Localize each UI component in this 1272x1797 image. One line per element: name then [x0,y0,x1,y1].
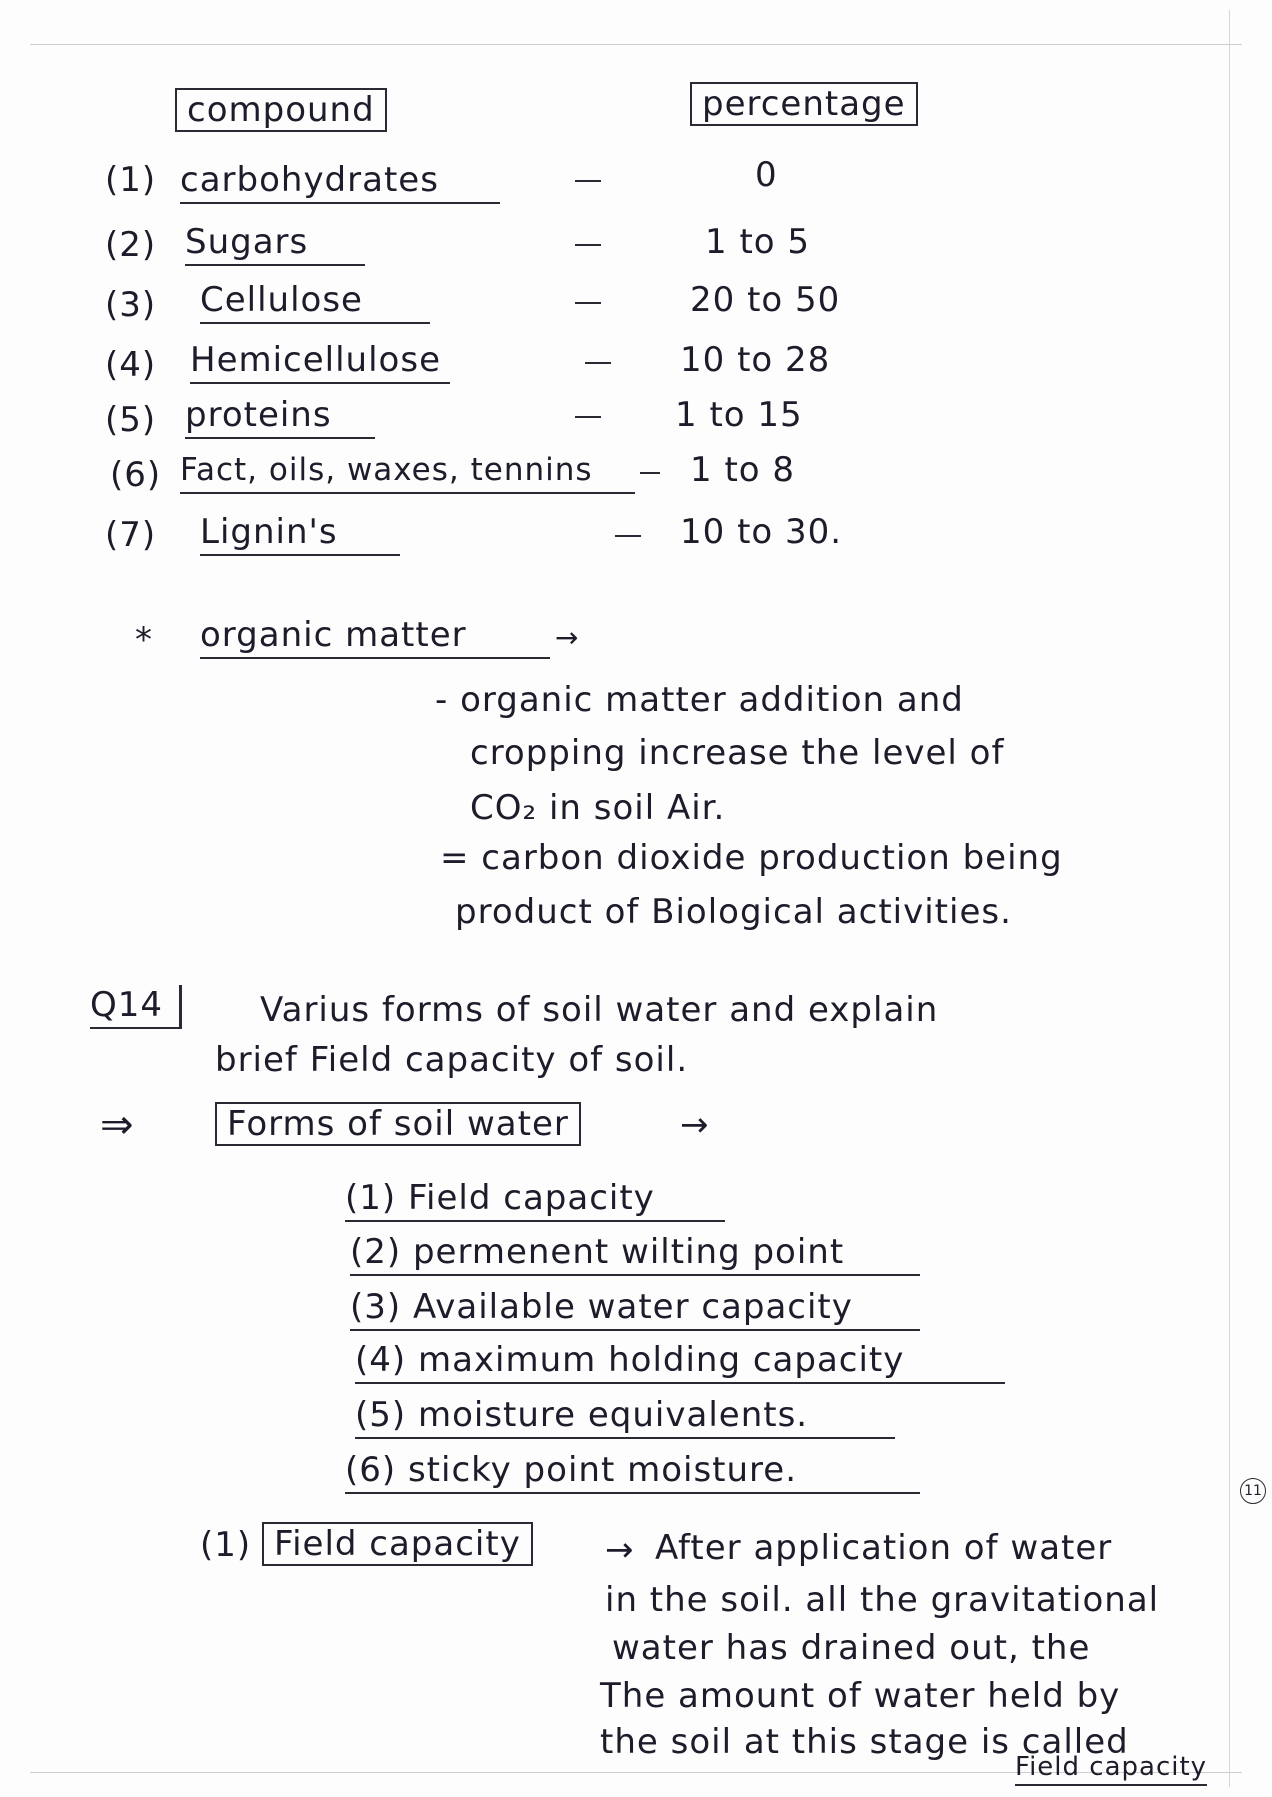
percentage-value: 0 [755,155,778,195]
definition-line: the soil at this stage is called [600,1722,1129,1762]
forms-heading: Forms of soil water [215,1102,581,1146]
question-line: brief Field capacity of soil. [215,1040,689,1080]
arrow-icon: → [605,1530,635,1570]
definition-line: After application of water [655,1528,1113,1568]
row-dash [615,535,641,537]
page-top-rule [30,44,1242,45]
definition-line: Field capacity [1015,1752,1207,1786]
star-bullet: * [135,620,153,660]
compound-name: carbohydrates [180,160,500,204]
row-number: (5) [105,400,157,440]
percentage-value: 1 to 5 [705,222,811,262]
percentage-value: 1 to 8 [690,450,796,490]
header-percentage: percentage [690,82,918,126]
header-compound: compound [175,88,387,132]
compound-name: Cellulose [200,280,430,324]
forms-item: (1) Field capacity [345,1178,725,1222]
row-number: (1) [105,160,157,200]
percentage-value: 10 to 30. [680,512,843,552]
definition-line: in the soil. all the gravitational [605,1580,1160,1620]
row-dash [575,416,601,418]
row-dash [575,302,601,304]
field-capacity-heading: Field capacity [262,1522,533,1566]
organic-line: - organic matter addition and [435,680,964,720]
organic-line: product of Biological activities. [455,892,1012,932]
double-arrow-icon: ⇒ [100,1102,135,1148]
definition-line: water has drained out, the [612,1628,1091,1668]
forms-item: (6) sticky point moisture. [345,1450,920,1494]
compound-name: Lignin's [200,512,400,556]
forms-item: (3) Available water capacity [350,1287,920,1331]
row-number: (7) [105,515,157,555]
compound-name: Sugars [185,222,365,266]
organic-line: CO₂ in soil Air. [470,788,726,828]
forms-item: (5) moisture equivalents. [355,1395,895,1439]
row-dash [575,180,601,182]
row-number: (2) [105,225,157,265]
definition-number: (1) [200,1525,252,1565]
compound-name: proteins [185,395,375,439]
row-number: (4) [105,345,157,385]
row-number: (6) [110,455,162,495]
arrow-icon: → [555,621,580,654]
page-number: 11 [1240,1478,1266,1504]
forms-item: (4) maximum holding capacity [355,1340,1005,1384]
definition-line: The amount of water held by [600,1676,1121,1716]
percentage-value: 10 to 28 [680,340,831,380]
forms-item: (2) permenent wilting point [350,1232,920,1276]
row-dash [640,472,660,474]
percentage-value: 20 to 50 [690,280,841,320]
organic-line: cropping increase the level of [470,733,1005,773]
organic-line: = carbon dioxide production being [440,838,1063,878]
row-dash [575,244,601,246]
compound-name: Fact, oils, waxes, tennins [180,450,635,494]
percentage-value: 1 to 15 [675,395,803,435]
arrow-icon: → [680,1105,710,1145]
question-line: Varius forms of soil water and explain [260,990,939,1030]
row-number: (3) [105,285,157,325]
compound-name: Hemicellulose [190,340,450,384]
organic-matter-heading: organic matter [200,615,550,659]
question-label: Q14 [90,985,182,1029]
row-dash [585,362,611,364]
page-right-rule [1229,10,1230,1787]
